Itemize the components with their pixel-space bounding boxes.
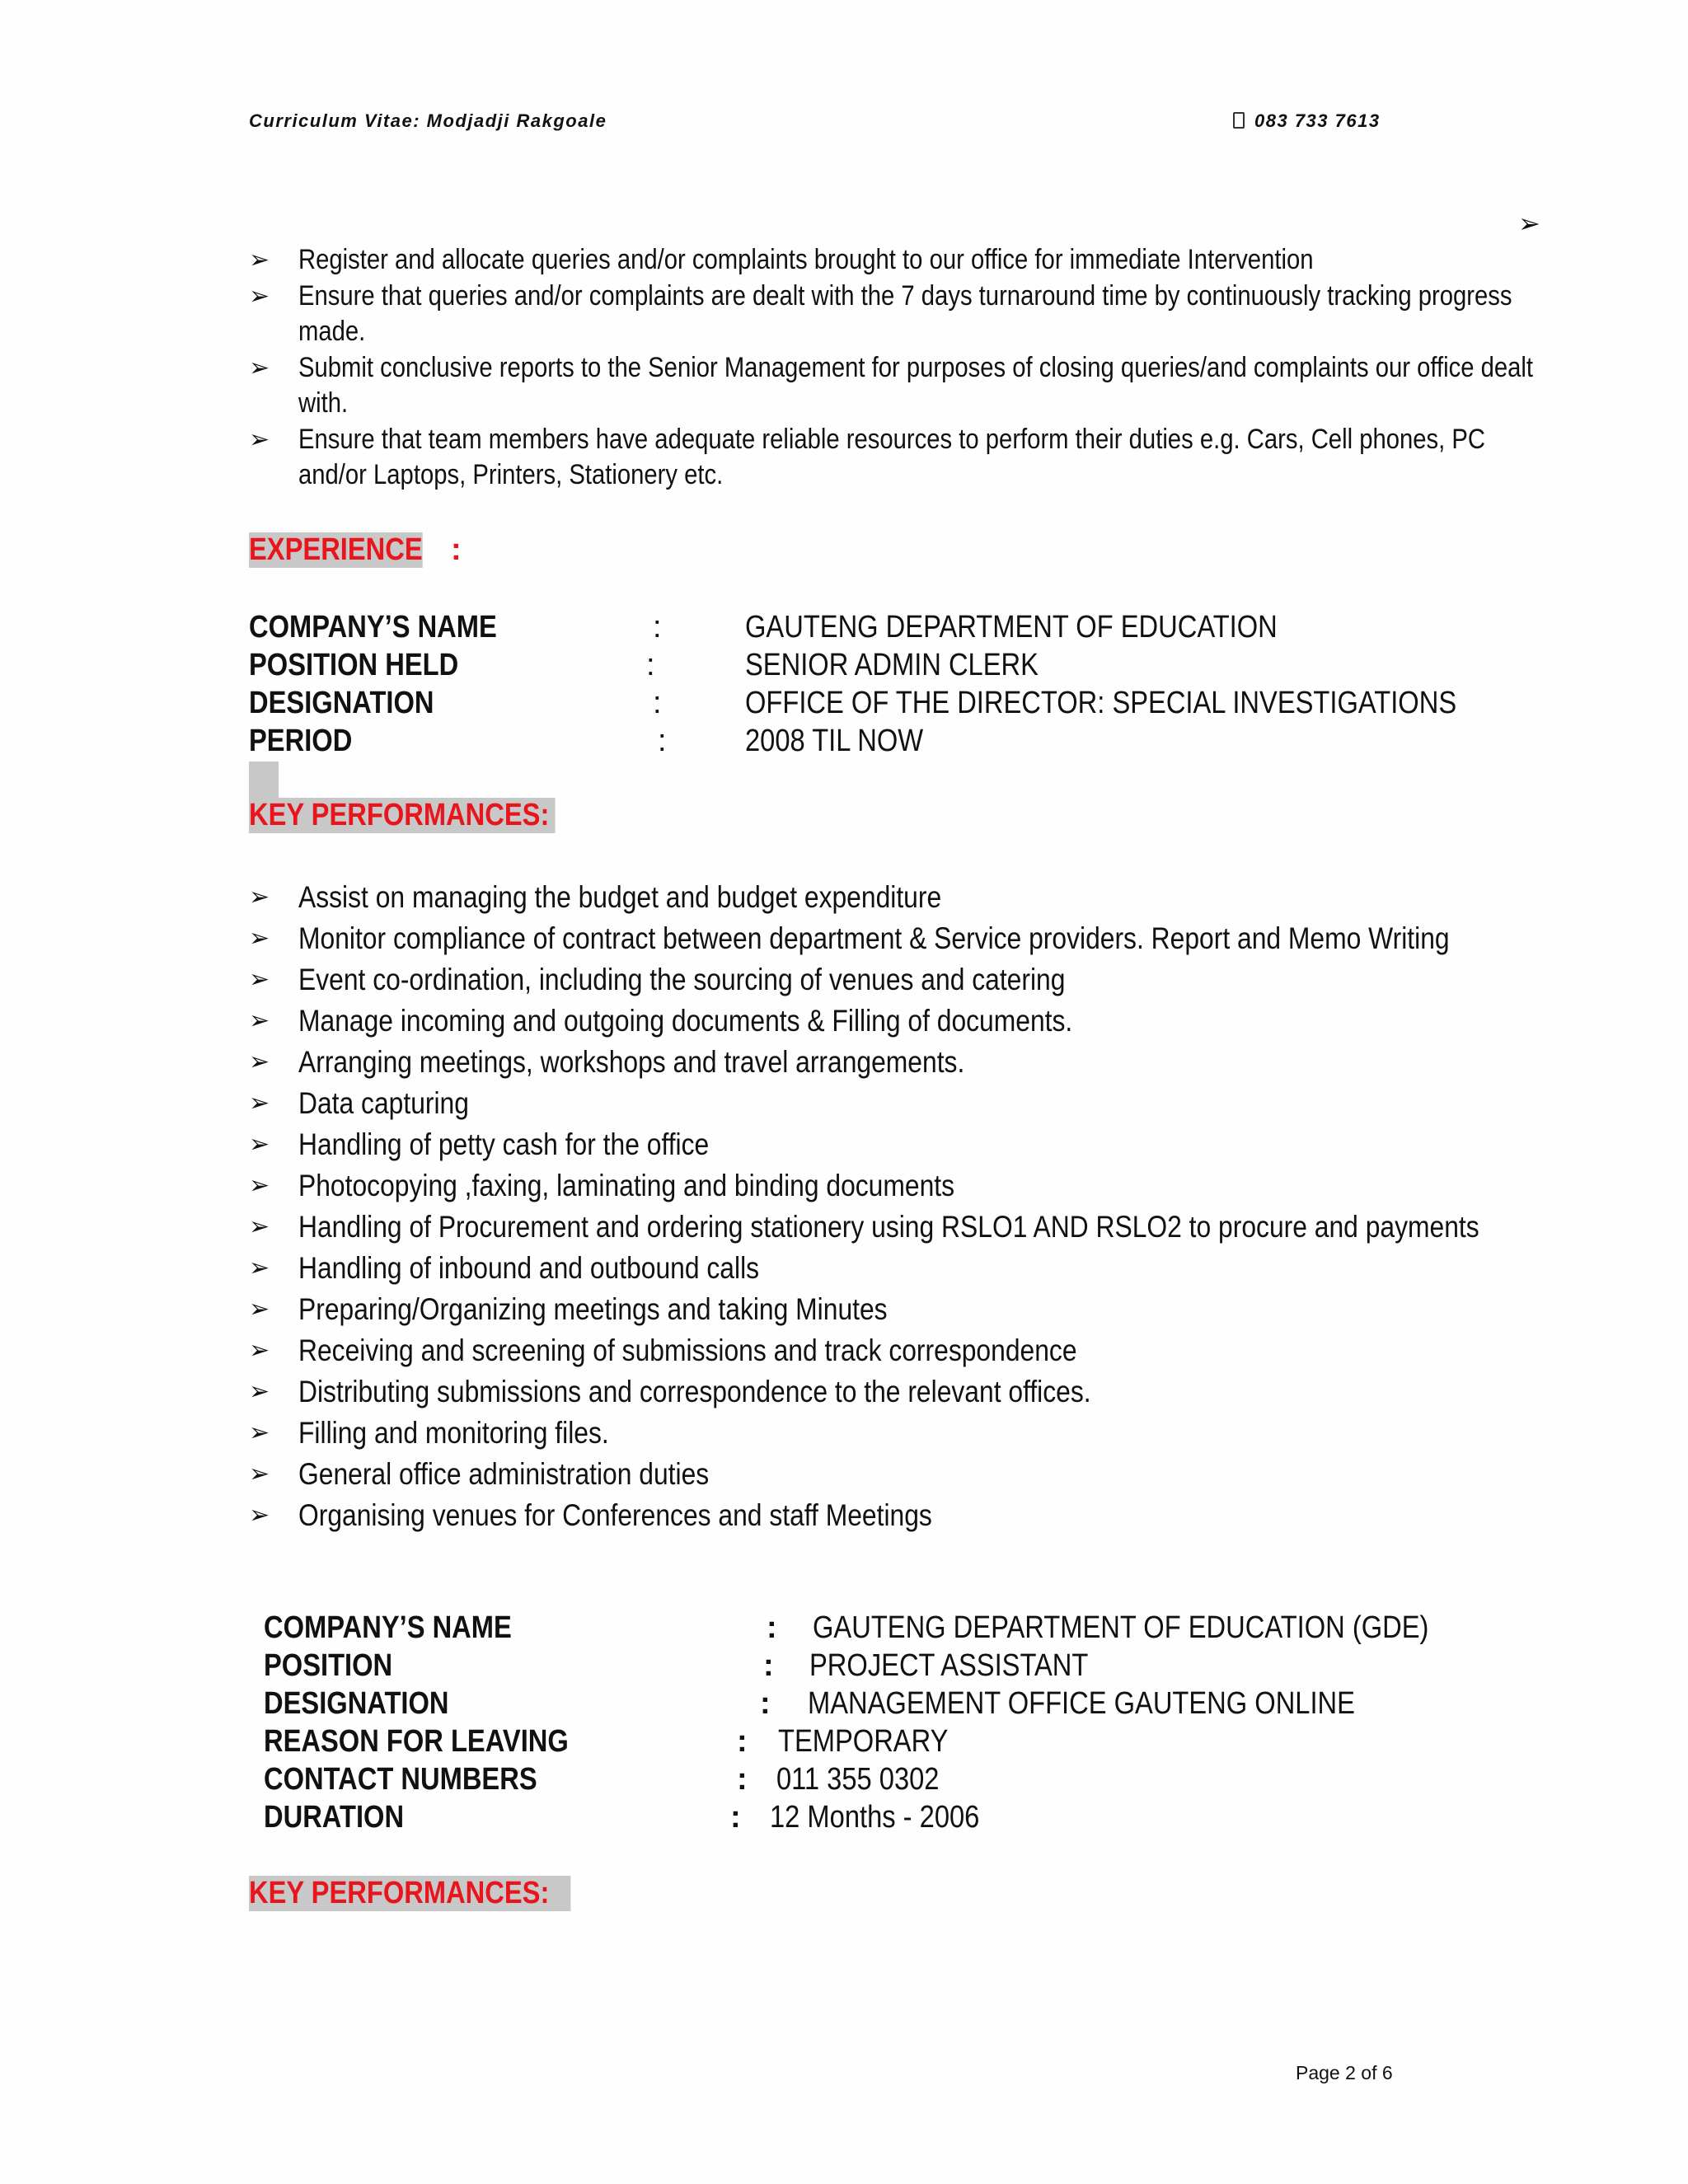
- key-performances-list-1: [249, 877, 1584, 1536]
- arrow-bullet-icon: ➢: [249, 925, 270, 952]
- arrow-bullet-icon: ➢: [249, 1419, 270, 1446]
- experience-heading: EXPERIENCE :: [249, 532, 462, 567]
- stray-bullet-arrow: ➢: [1518, 209, 1540, 238]
- list-item: ➢ Filling and monitoring files.: [249, 1413, 1584, 1454]
- list-item: ➢ Handling of inbound and outbound calls: [249, 1248, 1584, 1289]
- arrow-bullet-icon: ➢: [249, 1378, 270, 1405]
- arrow-bullet-icon: ➢: [249, 966, 270, 993]
- arrow-bullet-icon: ➢: [249, 1460, 270, 1488]
- list-item: ➢ Assist on managing the budget and budget expenditure: [249, 877, 1584, 918]
- header-phone: [1233, 110, 1381, 132]
- arrow-bullet-icon: ➢: [249, 1296, 270, 1323]
- arrow-bullet-icon: ➢: [249, 1213, 270, 1240]
- page-number: Page 2 of 6: [1296, 2062, 1393, 2083]
- list-item: ➢ Receiving and screening of submissions and track correspondence: [249, 1330, 1584, 1371]
- list-item: ➢ Data capturing: [249, 1083, 1584, 1124]
- list-item: ➢ Handling of Procurement and ordering stationery using RSLO1 AND RSLO2 to procure and payments: [249, 1207, 1584, 1248]
- arrow-bullet-icon: ➢: [249, 283, 270, 310]
- list-item: ➢ Manage incoming and outgoing documents & Filling of documents.: [249, 1001, 1584, 1042]
- list-item: ➢ General office administration duties: [249, 1454, 1584, 1495]
- list-item: ➢ Distributing submissions and correspondence to the relevant offices.: [249, 1371, 1584, 1413]
- intro-bullet-list: [249, 242, 1559, 494]
- arrow-bullet-icon: ➢: [249, 246, 270, 274]
- document-page: Curriculum Vitae: Modjadji Rakgoale 083 733 7613 ➢ ➢ Register and allocate queries and/or complaints brought to our office for immediate Intervention ➢ Ensure that queries and/or complaints are dealt with the 7 days turnaround time by continuously tracking progress made. ➢ Submit conclusive reports to the Senior Management for purposes of closing queries/and complaints our office dealt with. ➢ Ensure that team members have adequate reliable resources to perform their duties e.g. Cars, Cell phones, PC and/or Laptops, Printers, Stationery etc. EXPERIENCE : COMPANY’S NAME : GAUTENG DEPARTMENT OF EDUCATION POSITION HELD : SENIOR ADMIN CLERK DESIGNATION : OFFICE OF THE DIRECTOR: SPECIAL INVESTIGATIONS PERIOD : 2008 TIL NOW KEY PERFORMANCES: ➢ Assist on managing the budget and budget expenditure ➢ Monitor compliance of contract between department & Service providers. Report and Memo Writing ➢ Event co-ordination, including the sourcing of venues and catering ➢ Manage incoming and outgoing documents & Filling of documents. ➢ Arranging meetings, workshops and travel arrangements. ➢ Data capturing ➢ Handling of petty cash for the office ➢ Photocopying ,faxing, laminating and binding documents ➢ Handling of Procurement and ordering stationery using RSLO1 AND RSLO2 to procure and payments ➢ Handling of inbound and outbound calls ➢ Preparing/Organizing meetings and taking Minutes ➢ Receiving and screening of submissions and track correspondence ➢ Distributing submissions and correspondence to the relevant offices. ➢ Filling and monitoring files. ➢ General office administration duties ➢ Organising venues for Conferences and staff Meetings COMPANY’S NAME : GAUTENG DEPARTMENT OF EDUCATION (GDE) POSITION : PROJECT ASSISTANT DESIGNATION : MANAGEMENT OFFICE GAUTENG ONLINE REASON FOR LEAVING : TEMPORARY CONTACT NUMBERS : 011 355 0302 DURATION : 12 Months - 2006 KEY PERFORMANCES: Page 2 of 6: [0, 0, 1688, 2184]
- list-item: ➢ Photocopying ,faxing, laminating and binding documents: [249, 1165, 1584, 1207]
- arrow-bullet-icon: ➢: [249, 1172, 270, 1199]
- list-item: ➢ Organising venues for Conferences and staff Meetings: [249, 1495, 1584, 1536]
- arrow-bullet-icon: ➢: [249, 1502, 270, 1529]
- list-item: ➢ Arranging meetings, workshops and travel arrangements.: [249, 1042, 1584, 1083]
- list-item: ➢ Handling of petty cash for the office: [249, 1124, 1584, 1165]
- key-performances-heading-2: KEY PERFORMANCES:: [249, 1876, 623, 1911]
- arrow-bullet-icon: ➢: [249, 1337, 270, 1364]
- key-performances-heading-1: KEY PERFORMANCES:: [249, 798, 605, 833]
- list-item: ➢ Ensure that team members have adequate reliable resources to perform their duties e.g. Cars, Cell phones, PC and/or Laptops, Printers, Stationery etc.: [249, 424, 1485, 490]
- list-item: ➢ Register and allocate queries and/or complaints brought to our office for immediate Intervention: [249, 242, 1559, 278]
- list-item: ➢ Preparing/Organizing meetings and taking Minutes: [249, 1289, 1584, 1330]
- list-item: ➢ Event co-ordination, including the sourcing of venues and catering: [249, 959, 1584, 1001]
- header-phone-number: 083 733 7613: [1254, 110, 1381, 131]
- arrow-bullet-icon: ➢: [249, 1131, 270, 1158]
- list-item: ➢ Monitor compliance of contract between department & Service providers. Report and Memo Writing: [249, 918, 1584, 959]
- list-item: ➢ Submit conclusive reports to the Senior Management for purposes of closing queries/and complaints our office dealt with.: [249, 352, 1534, 419]
- arrow-bullet-icon: ➢: [249, 426, 270, 453]
- arrow-bullet-icon: ➢: [249, 1090, 270, 1117]
- highlight-block: [249, 762, 279, 799]
- header-title: Curriculum Vitae: Modjadji Rakgoale: [249, 110, 607, 131]
- arrow-bullet-icon: ➢: [249, 354, 270, 382]
- phone-icon: [1233, 112, 1245, 129]
- arrow-bullet-icon: ➢: [249, 1254, 270, 1282]
- arrow-bullet-icon: ➢: [249, 1048, 270, 1076]
- arrow-bullet-icon: ➢: [249, 1007, 270, 1034]
- list-item: ➢ Ensure that queries and/or complaints are dealt with the 7 days turnaround time by continuously tracking progress made.: [249, 280, 1512, 347]
- arrow-bullet-icon: ➢: [249, 883, 270, 911]
